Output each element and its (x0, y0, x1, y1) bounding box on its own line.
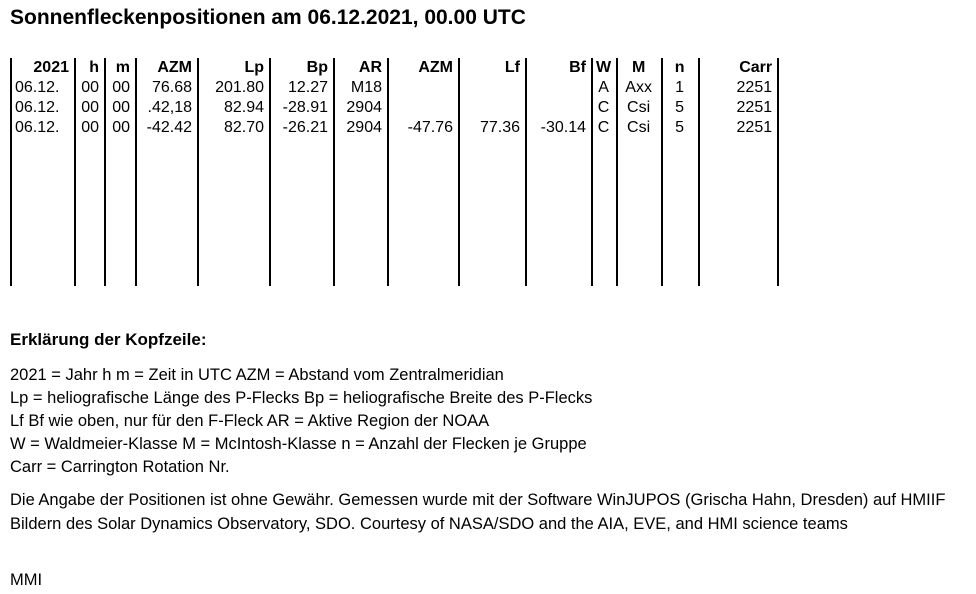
cell-date: 06.12. (11, 78, 75, 98)
col-header-ar: AR (334, 58, 388, 78)
col-header-azm-p: AZM (136, 58, 198, 78)
col-header-carrington: Carr (699, 58, 778, 78)
cell-lf (459, 98, 526, 118)
cell-bf (526, 98, 592, 118)
table-row (11, 78, 778, 98)
cell-date: 06.12. (11, 98, 75, 118)
cell-lf (459, 78, 526, 98)
col-header-count: n (662, 58, 699, 78)
cell-azm-p: 76.68 (136, 78, 198, 98)
explanation-line: Lp = heliografische Länge des P-Flecks Bp = heliografische Breite des P-Flecks (10, 389, 593, 407)
author-signature: MMI (10, 571, 43, 589)
cell-lf: 77.36 (459, 118, 526, 138)
cell-azm-f (388, 78, 459, 98)
cell-date: 06.12. (11, 118, 75, 138)
sunspot-table (10, 58, 779, 286)
cell-mcintosh: Csi (617, 98, 662, 118)
explanation-line: W = Waldmeier-Klasse M = McIntosh-Klasse n = Anzahl der Flecken je Gruppe (10, 435, 587, 453)
cell-azm-p: -42.42 (136, 118, 198, 138)
cell-azm-f: -47.76 (388, 118, 459, 138)
cell-ar: 2904 (334, 118, 388, 138)
col-header-hour: h (75, 58, 105, 78)
table-empty-area (11, 138, 778, 286)
cell-hour: 00 (75, 98, 105, 118)
cell-bp: 12.27 (270, 78, 334, 98)
col-header-bp: Bp (270, 58, 334, 78)
col-header-lf: Lf (459, 58, 526, 78)
cell-carrington: 2251 (699, 118, 778, 138)
explanation-line: 2021 = Jahr h m = Zeit in UTC AZM = Abstand vom Zentralmeridian (10, 366, 504, 384)
col-header-year: 2021 (11, 58, 75, 78)
col-header-mcintosh: M (617, 58, 662, 78)
cell-carrington: 2251 (699, 98, 778, 118)
cell-ar: M18 (334, 78, 388, 98)
col-header-azm-f: AZM (388, 58, 459, 78)
table-header-row (11, 58, 778, 78)
explanation-block (10, 364, 592, 479)
disclaimer-text: Die Angabe der Positionen ist ohne Gewähr. Gemessen wurde mit der Software WinJUPOS (Grischa Hahn, Dresden) auf HMIIF Bildern des Solar Dynamics Observatory, SDO. Courtesy of NASA/SDO and the AIA, EVE, and HMI science teams (10, 491, 946, 533)
cell-minute: 00 (105, 78, 136, 98)
cell-hour: 00 (75, 118, 105, 138)
cell-minute: 00 (105, 118, 136, 138)
cell-lp: 201.80 (198, 78, 270, 98)
col-header-lp: Lp (198, 58, 270, 78)
cell-bp: -28.91 (270, 98, 334, 118)
col-header-waldmeier: W (592, 58, 617, 78)
explanation-heading: Erklärung der Kopfzeile: (10, 330, 207, 349)
cell-count: 1 (662, 78, 699, 98)
cell-bf (526, 78, 592, 98)
table-row (11, 118, 778, 138)
cell-count: 5 (662, 98, 699, 118)
page-title: Sonnenfleckenpositionen am 06.12.2021, 00.00 UTC (10, 6, 526, 29)
cell-count: 5 (662, 118, 699, 138)
cell-carrington: 2251 (699, 78, 778, 98)
cell-waldmeier: A (592, 78, 617, 98)
cell-lp: 82.70 (198, 118, 270, 138)
cell-ar: 2904 (334, 98, 388, 118)
cell-azm-p: .42,18 (136, 98, 198, 118)
cell-waldmeier: C (592, 98, 617, 118)
explanation-line: Carr = Carrington Rotation Nr. (10, 458, 230, 476)
cell-bf: -30.14 (526, 118, 592, 138)
cell-bp: -26.21 (270, 118, 334, 138)
explanation-line: Lf Bf wie oben, nur für den F-Fleck AR = Aktive Region der NOAA (10, 412, 490, 430)
col-header-minute: m (105, 58, 136, 78)
cell-waldmeier: C (592, 118, 617, 138)
cell-mcintosh: Axx (617, 78, 662, 98)
cell-lp: 82.94 (198, 98, 270, 118)
cell-mcintosh: Csi (617, 118, 662, 138)
cell-azm-f (388, 98, 459, 118)
table-row (11, 98, 778, 118)
cell-hour: 00 (75, 78, 105, 98)
cell-minute: 00 (105, 98, 136, 118)
col-header-bf: Bf (526, 58, 592, 78)
